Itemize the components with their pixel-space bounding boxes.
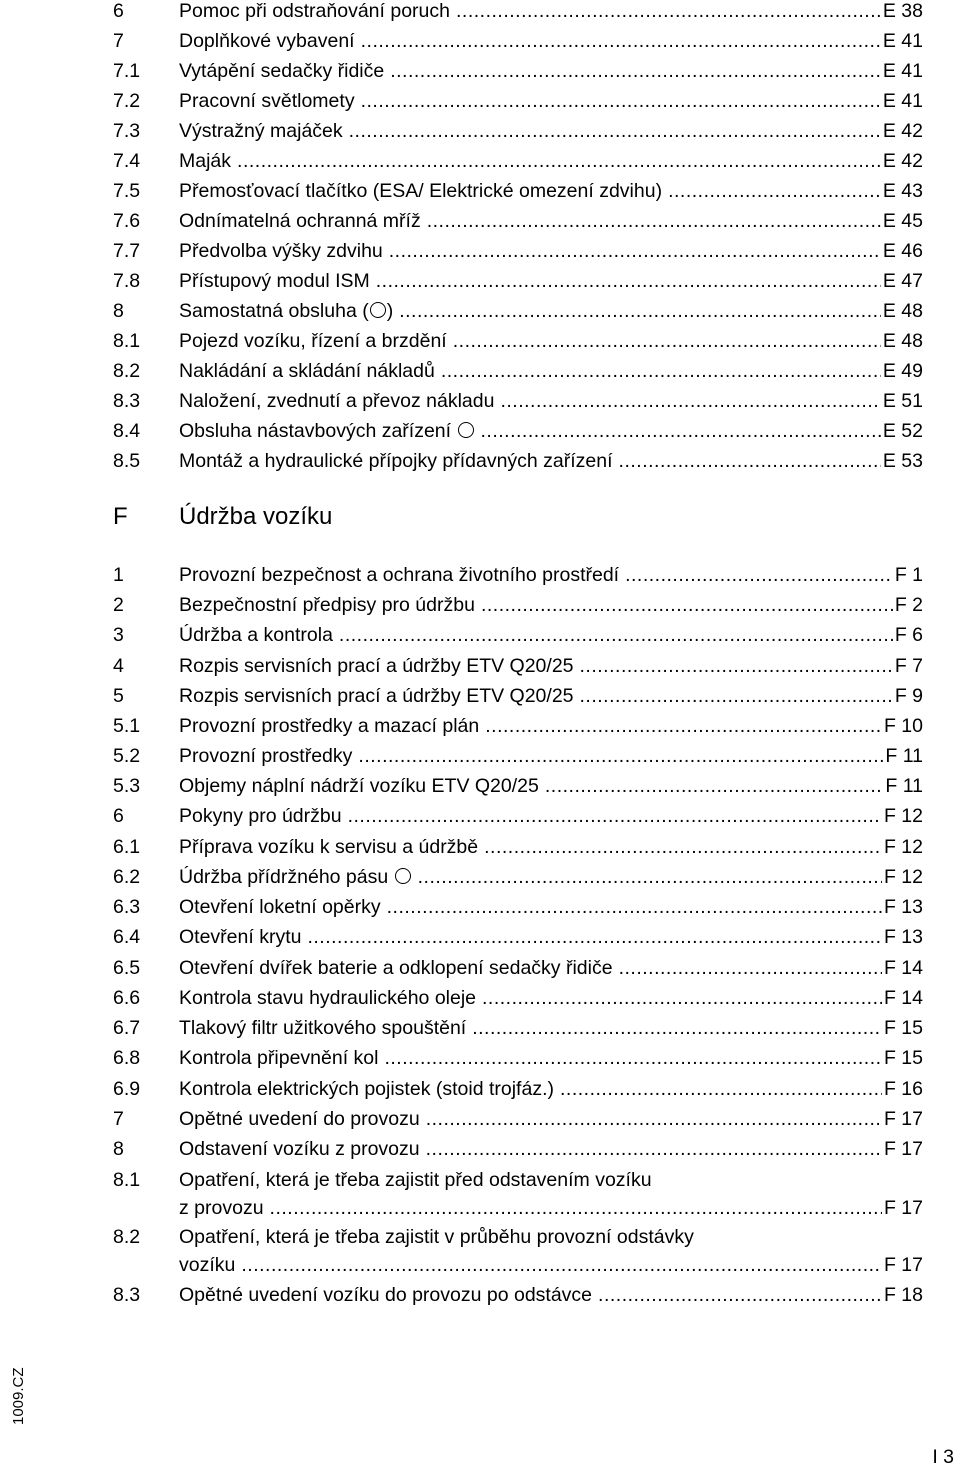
toc-page: F 1 — [894, 564, 923, 586]
leader-dots — [485, 711, 882, 741]
toc-page: E 49 — [882, 360, 923, 382]
toc-title: Údržba přídržného pásu — [179, 862, 412, 892]
toc-page: E 48 — [882, 330, 923, 352]
leader-dots — [389, 236, 881, 266]
toc-row[interactable] — [113, 26, 923, 56]
toc-page: F 17 — [883, 1108, 923, 1130]
toc-row[interactable] — [113, 296, 923, 326]
toc-row[interactable] — [113, 711, 923, 741]
toc-number: 6 — [113, 805, 124, 827]
toc-row[interactable] — [113, 1104, 923, 1134]
toc-title: Doplňkové vybavení — [179, 30, 355, 52]
toc-title: Příprava vozíku k servisu a údržbě — [179, 836, 479, 858]
leader-dots — [472, 1013, 882, 1043]
leader-dots — [500, 386, 880, 416]
toc-number: 2 — [113, 594, 124, 616]
toc-title: Pomoc při odstraňování poruch — [179, 0, 450, 22]
leader-dots — [580, 651, 893, 681]
toc-title: Odnímatelná ochranná mříž — [179, 210, 421, 232]
toc-title: Otevření krytu — [179, 926, 302, 948]
toc-number: 6.1 — [113, 836, 141, 858]
toc-row[interactable] — [113, 446, 923, 476]
toc-row[interactable] — [113, 116, 923, 146]
toc-number: 8.1 — [113, 330, 141, 352]
toc-row[interactable] — [113, 416, 923, 446]
toc-row[interactable] — [113, 741, 923, 771]
toc-page: F 15 — [883, 1017, 923, 1039]
leader-dots — [545, 771, 884, 801]
toc-title: Tlakový filtr užitkového spouštění — [179, 1017, 467, 1039]
leader-dots — [453, 326, 881, 356]
toc-page: F 6 — [894, 624, 923, 646]
toc-title: Přístupový modul ISM — [179, 270, 370, 292]
toc-row-multiline[interactable] — [113, 1166, 923, 1222]
toc-number: 8.3 — [113, 390, 141, 412]
toc-number: 7.5 — [113, 180, 141, 202]
leader-dots — [484, 832, 882, 862]
toc-row[interactable] — [113, 56, 923, 86]
toc-title: Samostatná obsluha ( ) — [179, 300, 394, 322]
toc-title: Kontrola připevnění kol — [179, 1047, 379, 1069]
toc-title: Otevření dvířek baterie a odklopení sedačky řidiče — [179, 957, 613, 979]
leader-dots — [361, 26, 881, 56]
toc-page: E 53 — [882, 450, 923, 472]
toc-title: Vytápění sedačky řidiče — [179, 60, 385, 82]
leader-dots — [237, 146, 881, 176]
toc-title: Obsluha nástavbových zařízení — [179, 416, 475, 446]
document-code: 1009.CZ — [10, 1367, 27, 1425]
leader-dots — [598, 1280, 882, 1310]
toc-row[interactable] — [113, 922, 923, 952]
toc-title: Kontrola elektrických pojistek (stoid trojfáz.) — [179, 1078, 554, 1100]
toc-title: Maják — [179, 150, 232, 172]
section-title: Údržba vozíku — [179, 503, 333, 530]
toc-page: E 41 — [882, 30, 923, 52]
toc-row[interactable] — [113, 1013, 923, 1043]
leader-dots — [270, 1194, 882, 1222]
toc-number: 8 — [113, 300, 124, 322]
toc-number: 8.2 — [113, 1226, 141, 1248]
toc-page: E 43 — [882, 180, 923, 202]
toc-page: F 11 — [885, 745, 923, 767]
toc-title-line2: vozíku — [179, 1254, 236, 1276]
toc-page: F 17 — [883, 1138, 923, 1160]
toc-page: F 12 — [883, 866, 923, 888]
section-letter: F — [113, 503, 128, 530]
toc-title: Rozpis servisních prací a údržby ETV Q20/25 — [179, 655, 574, 677]
toc-row[interactable] — [113, 206, 923, 236]
toc-number: 7.1 — [113, 60, 141, 82]
toc-number: 6.6 — [113, 987, 141, 1009]
toc-page: F 14 — [883, 987, 923, 1009]
toc-number: 7.2 — [113, 90, 141, 112]
leader-dots — [625, 560, 893, 590]
toc-row[interactable] — [113, 0, 923, 26]
toc-page: F 17 — [883, 1197, 923, 1219]
toc-page: F 17 — [883, 1254, 923, 1276]
toc-number: 6.3 — [113, 896, 141, 918]
toc-page: F 2 — [894, 594, 923, 616]
toc-number: 7.6 — [113, 210, 141, 232]
leader-dots — [361, 86, 881, 116]
toc-title: Naložení, zvednutí a převoz nákladu — [179, 390, 495, 412]
leader-dots — [456, 0, 881, 26]
toc-title: Přemosťovací tlačítko (ESA/ Elektrické omezení zdvihu) — [179, 180, 663, 202]
toc-row[interactable] — [113, 1043, 923, 1073]
toc-number: 7.4 — [113, 150, 141, 172]
section-heading — [113, 497, 923, 537]
leader-dots — [482, 983, 882, 1013]
toc-number: 6.9 — [113, 1078, 141, 1100]
toc-page: F 12 — [883, 836, 923, 858]
optional-equipment-circle-icon — [395, 868, 411, 884]
toc-number: 7 — [113, 1108, 124, 1130]
optional-equipment-circle-icon — [458, 422, 474, 438]
leader-dots — [560, 1074, 882, 1104]
toc-title: Pokyny pro údržbu — [179, 805, 342, 827]
toc-row[interactable] — [113, 801, 923, 831]
toc-title: Kontrola stavu hydraulického oleje — [179, 987, 477, 1009]
toc-row[interactable] — [113, 1074, 923, 1104]
toc-title: Údržba a kontrola — [179, 624, 333, 646]
toc-row[interactable] — [113, 953, 923, 983]
leader-dots — [619, 953, 882, 983]
toc-row[interactable] — [113, 892, 923, 922]
leader-dots — [339, 620, 893, 650]
toc-title: Odstavení vozíku z provozu — [179, 1138, 420, 1160]
toc-title-line1: Opatření, která je třeba zajistit před odstavením vozíku — [179, 1169, 652, 1191]
toc-row[interactable] — [113, 146, 923, 176]
toc-title-line1: Opatření, která je třeba zajistit v průběhu provozní odstávky — [179, 1226, 694, 1248]
toc-row[interactable] — [113, 651, 923, 681]
toc-title: Opětné uvedení vozíku do provozu po odstávce — [179, 1284, 593, 1306]
toc-title-line2: z provozu — [179, 1197, 264, 1219]
toc-row[interactable] — [113, 560, 923, 590]
toc-number: 6.8 — [113, 1047, 141, 1069]
toc-row[interactable] — [113, 862, 923, 892]
toc-page: E 48 — [882, 300, 923, 322]
toc-page: E 42 — [882, 150, 923, 172]
toc-number: 7.3 — [113, 120, 141, 142]
leader-dots — [348, 801, 882, 831]
leader-dots — [358, 741, 883, 771]
toc-title: Nakládání a skládání nákladů — [179, 360, 435, 382]
optional-equipment-circle-icon — [370, 302, 386, 318]
toc-number: 5.1 — [113, 715, 141, 737]
toc-row[interactable] — [113, 326, 923, 356]
toc-page: F 12 — [883, 805, 923, 827]
toc-number: 7.8 — [113, 270, 141, 292]
toc-title: Předvolba výšky zdvihu — [179, 240, 383, 262]
toc-number: 6 — [113, 0, 124, 22]
toc-number: 7.7 — [113, 240, 141, 262]
toc-number: 8.4 — [113, 420, 141, 442]
toc-row[interactable] — [113, 681, 923, 711]
leader-dots — [580, 681, 893, 711]
leader-dots — [441, 356, 881, 386]
toc-page: F 14 — [883, 957, 923, 979]
toc-title: Výstražný majáček — [179, 120, 343, 142]
toc-page: E 45 — [882, 210, 923, 232]
toc-row[interactable] — [113, 386, 923, 416]
page-number: I 3 — [932, 1446, 954, 1468]
toc-row[interactable] — [113, 236, 923, 266]
toc-title: Provozní prostředky a mazací plán — [179, 715, 480, 737]
leader-dots — [426, 1104, 882, 1134]
toc-page: E 41 — [882, 90, 923, 112]
toc-page: E 51 — [882, 390, 923, 412]
toc-page: F 13 — [883, 896, 923, 918]
toc-number: 5.3 — [113, 775, 141, 797]
toc-number: 5 — [113, 685, 124, 707]
toc-row[interactable] — [113, 266, 923, 296]
toc-page: E 47 — [882, 270, 923, 292]
leader-dots — [418, 862, 882, 892]
toc-number: 6.4 — [113, 926, 141, 948]
toc-number: 8 — [113, 1138, 124, 1160]
toc-row[interactable] — [113, 983, 923, 1013]
toc-row[interactable] — [113, 590, 923, 620]
leader-dots — [426, 1134, 882, 1164]
toc-number: 8.3 — [113, 1284, 141, 1306]
leader-dots — [387, 892, 882, 922]
leader-dots — [427, 206, 881, 236]
toc-title: Provozní prostředky — [179, 745, 353, 767]
toc-page: F 10 — [883, 715, 923, 737]
leader-dots — [376, 266, 881, 296]
toc-title: Pojezd vozíku, řízení a brzdění — [179, 330, 447, 352]
leader-dots — [241, 1251, 882, 1279]
leader-dots — [481, 590, 893, 620]
toc-title: Otevření loketní opěrky — [179, 896, 381, 918]
toc-page: E 52 — [882, 420, 923, 442]
toc-row[interactable] — [113, 1134, 923, 1164]
toc-title: Pracovní světlomety — [179, 90, 355, 112]
leader-dots — [307, 922, 882, 952]
leader-dots — [384, 1043, 882, 1073]
leader-dots — [349, 116, 881, 146]
toc-row[interactable] — [113, 620, 923, 650]
toc-title: Bezpečnostní předpisy pro údržbu — [179, 594, 475, 616]
leader-dots — [481, 416, 881, 446]
toc-page: F 15 — [883, 1047, 923, 1069]
toc-title: Objemy náplní nádrží vozíku ETV Q20/25 — [179, 775, 539, 797]
toc-title: Provozní bezpečnost a ochrana životního prostředí — [179, 564, 620, 586]
toc-page: F 13 — [883, 926, 923, 948]
toc-row[interactable] — [113, 1280, 923, 1310]
toc-title: Opětné uvedení do provozu — [179, 1108, 420, 1130]
toc-number: 8.5 — [113, 450, 141, 472]
toc-page: E 46 — [882, 240, 923, 262]
toc-page: F 16 — [883, 1078, 923, 1100]
toc-page: F 18 — [883, 1284, 923, 1306]
toc-page: E 38 — [882, 0, 923, 22]
toc-number: 6.2 — [113, 866, 141, 888]
toc-number: 6.7 — [113, 1017, 141, 1039]
toc-row[interactable] — [113, 176, 923, 206]
leader-dots — [668, 176, 881, 206]
toc-page: F 11 — [885, 775, 923, 797]
leader-dots — [399, 296, 881, 326]
toc-number: 7 — [113, 30, 124, 52]
leader-dots — [619, 446, 881, 476]
toc-title: Rozpis servisních prací a údržby ETV Q20/25 — [179, 685, 574, 707]
toc-row[interactable] — [113, 356, 923, 386]
toc-number: 8.2 — [113, 360, 141, 382]
toc-row-multiline[interactable] — [113, 1223, 923, 1279]
toc-row[interactable] — [113, 832, 923, 862]
leader-dots — [390, 56, 881, 86]
toc-number: 5.2 — [113, 745, 141, 767]
toc-page: E 41 — [882, 60, 923, 82]
toc-number: 3 — [113, 624, 124, 646]
toc-row[interactable] — [113, 771, 923, 801]
toc-page: E 42 — [882, 120, 923, 142]
toc-page: F 7 — [894, 655, 923, 677]
toc-number: 4 — [113, 655, 124, 677]
toc-number: 8.1 — [113, 1169, 141, 1191]
toc-row[interactable] — [113, 86, 923, 116]
toc-page: F 9 — [894, 685, 923, 707]
toc-number: 1 — [113, 564, 124, 586]
toc-number: 6.5 — [113, 957, 141, 979]
toc-title: Montáž a hydraulické přípojky přídavných zařízení — [179, 450, 613, 472]
